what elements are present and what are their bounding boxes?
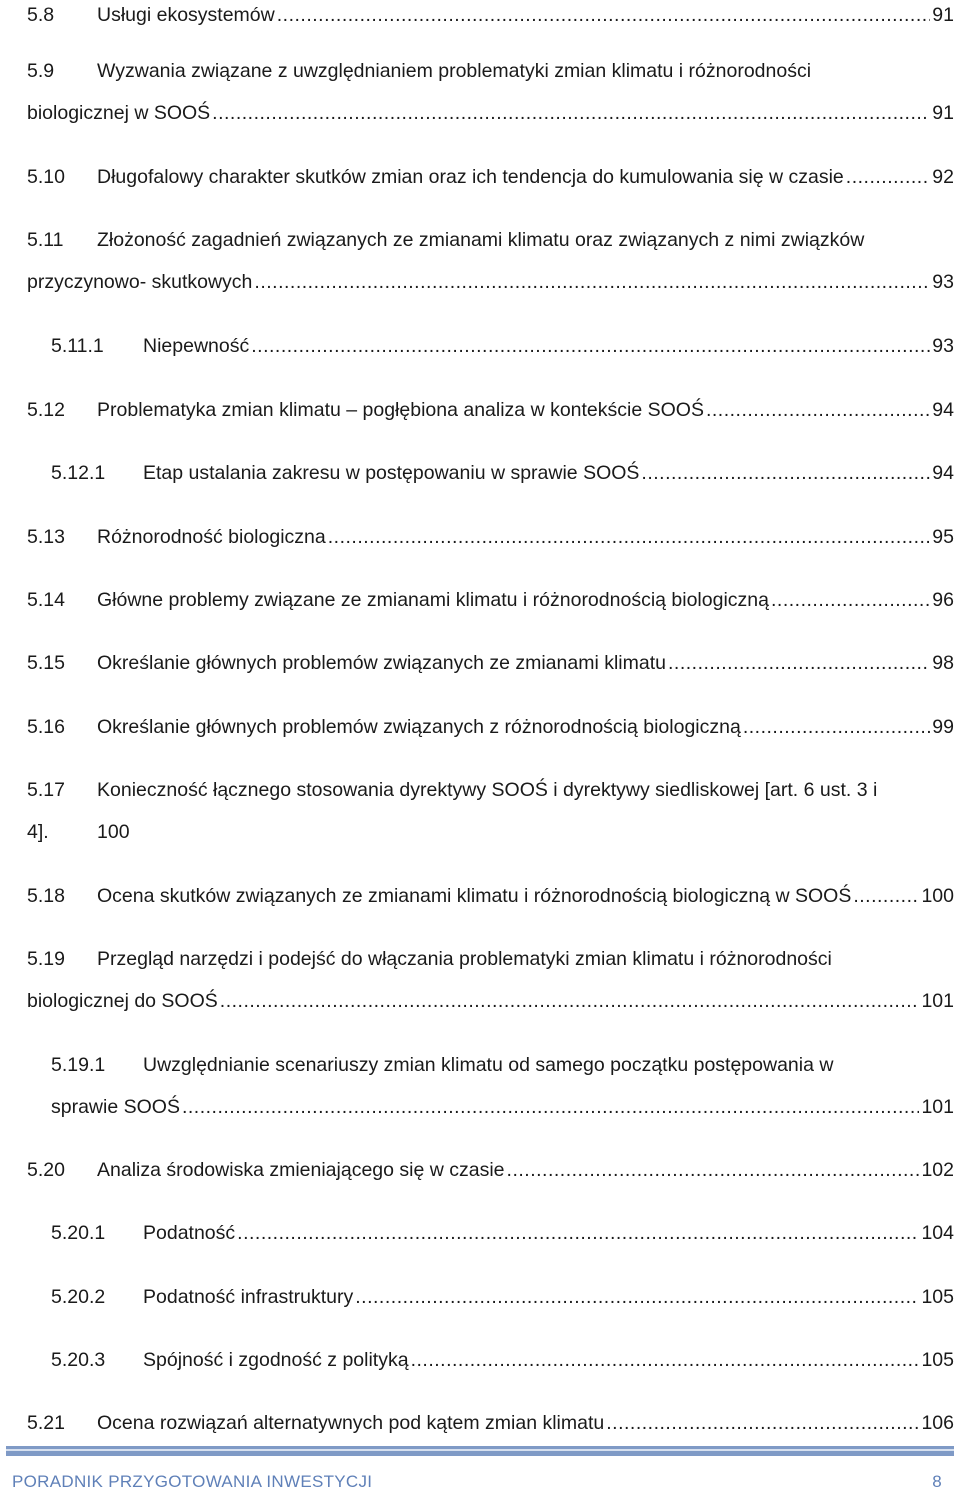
- toc-entry-5-12[interactable]: [27, 395, 954, 425]
- toc-entry-5-19[interactable]: [27, 944, 954, 974]
- toc-entry-5-13[interactable]: [27, 522, 954, 552]
- toc-entry-number: 5.19.1: [51, 1054, 106, 1076]
- toc-entry-number: 5.18: [27, 885, 65, 907]
- toc-entry-5-14[interactable]: [27, 585, 954, 615]
- dot-leader: [237, 1218, 919, 1248]
- toc-entry-5-20-2[interactable]: [51, 1282, 954, 1312]
- toc-entry-number: 5.16: [27, 716, 65, 738]
- toc-entry-number: 5.10: [27, 166, 65, 188]
- toc-entry-page: 100: [921, 885, 954, 907]
- toc-entry-5-16[interactable]: [27, 712, 954, 742]
- toc-entry-title: Podatność: [143, 1222, 236, 1244]
- toc-entry-title: Ocena rozwiązań alternatywnych pod kątem zmian klimatu: [97, 1412, 605, 1434]
- toc-entry-number: 5.15: [27, 652, 65, 674]
- dot-leader: [853, 881, 919, 911]
- dot-leader: [706, 395, 930, 425]
- page-footer: [12, 1472, 942, 1496]
- dot-leader: [668, 648, 930, 678]
- toc-entry-page: 102: [921, 1159, 954, 1181]
- footer-divider: [6, 1446, 954, 1456]
- toc-entry-page: 91: [932, 4, 954, 26]
- toc-entry-page: 104: [921, 1222, 954, 1244]
- toc-entry-number: 5.17: [27, 779, 65, 801]
- toc-entry-title: Długofalowy charakter skutków zmian oraz ich tendencja do kumulowania się w czasie: [97, 166, 844, 188]
- toc-entry-page: 94: [932, 462, 954, 484]
- toc-entry-title: Analiza środowiska zmieniającego się w czasie: [97, 1159, 505, 1181]
- toc-entry-page: 101: [921, 1096, 954, 1118]
- toc-entry-title: Złożoność zagadnień związanych ze zmianami klimatu oraz związanych z nimi związków: [97, 229, 865, 251]
- toc-entry-5-9-continued[interactable]: [27, 98, 954, 128]
- dot-leader: [771, 585, 930, 615]
- toc-entry-title: Różnorodność biologiczna: [97, 526, 326, 548]
- toc-entry-title: Etap ustalania zakresu w postępowaniu w sprawie SOOŚ: [143, 462, 640, 484]
- toc-entry-title: Niepewność: [143, 335, 250, 357]
- toc-entry-5-20[interactable]: [27, 1155, 954, 1185]
- toc-entry-page: 94: [932, 399, 954, 421]
- toc-entry-number: 5.20.1: [51, 1222, 106, 1244]
- footer-title: PORADNIK PRZYGOTOWANIA INWESTYCJI: [12, 1472, 373, 1491]
- toc-entry-page: 105: [921, 1286, 954, 1308]
- toc-entry-5-17-continued[interactable]: [27, 817, 954, 847]
- toc-entry-number: 5.19: [27, 948, 65, 970]
- toc-entry-5-17[interactable]: [27, 775, 954, 805]
- toc-entry-5-20-3[interactable]: [51, 1345, 954, 1375]
- toc-entry-title: Wyzwania związane z uwzględnianiem problematyki zmian klimatu i różnorodności: [97, 60, 812, 82]
- dot-leader: [251, 331, 930, 361]
- toc-entry-page: 101: [921, 990, 954, 1012]
- dot-leader: [212, 98, 930, 128]
- toc-entry-title-continued: sprawie SOOŚ: [51, 1096, 180, 1118]
- toc-entry-5-11-continued[interactable]: [27, 267, 954, 297]
- toc-entry-page: 93: [932, 271, 954, 293]
- toc-entry-5-19-1[interactable]: [51, 1050, 954, 1080]
- dot-leader: [277, 0, 931, 30]
- toc-entry-title: Usługi ekosystemów: [97, 4, 275, 26]
- toc-entry-number: 5.14: [27, 589, 65, 611]
- toc-entry-number: 5.11.1: [51, 335, 104, 357]
- toc-entry-title: Podatność infrastruktury: [143, 1286, 354, 1308]
- dot-leader: [507, 1155, 920, 1185]
- dot-leader: [328, 522, 931, 552]
- dot-leader: [846, 162, 931, 192]
- toc-entry-page: 92: [932, 166, 954, 188]
- dot-leader: [743, 712, 930, 742]
- toc-entry-page: 105: [921, 1349, 954, 1371]
- toc-entry-number: 5.12.1: [51, 462, 106, 484]
- toc-entry-title: Ocena skutków związanych ze zmianami klimatu i różnorodnością biologiczną w SOOŚ: [97, 885, 852, 907]
- dot-leader: [355, 1282, 919, 1312]
- toc-entry-title: Określanie głównych problemów związanych z różnorodnością biologiczną: [97, 716, 741, 738]
- toc-entry-5-10[interactable]: [27, 162, 954, 192]
- toc-entry-5-11[interactable]: [27, 225, 954, 255]
- toc-entry-number: 5.11: [27, 229, 64, 251]
- dot-leader: [254, 267, 930, 297]
- toc-entry-page: 100: [97, 821, 130, 843]
- dot-leader: [182, 1092, 919, 1122]
- toc-entry-number: 5.20: [27, 1159, 65, 1181]
- toc-entry-title-continued: biologicznej w SOOŚ: [27, 102, 211, 124]
- toc-entry-title: Uwzględnianie scenariuszy zmian klimatu od samego początku postępowania w: [143, 1054, 834, 1076]
- toc-entry-5-12-1[interactable]: [51, 458, 954, 488]
- toc-entry-number: 5.13: [27, 526, 65, 548]
- toc-entry-title: Konieczność łącznego stosowania dyrektywy SOOŚ i dyrektywy siedliskowej [art. 6 ust. 3 i: [97, 779, 878, 801]
- dot-leader: [220, 986, 920, 1016]
- toc-entry-page: 98: [932, 652, 954, 674]
- toc-entry-5-8[interactable]: [27, 0, 954, 30]
- toc-entry-5-19-1-continued[interactable]: [51, 1092, 954, 1122]
- toc-entry-5-20-1[interactable]: [51, 1218, 954, 1248]
- toc-entry-5-19-continued[interactable]: [27, 986, 954, 1016]
- toc-entry-page: 96: [932, 589, 954, 611]
- toc-entry-title-continued: biologicznej do SOOŚ: [27, 990, 218, 1012]
- toc-entry-5-11-1[interactable]: [51, 331, 954, 361]
- toc-entry-number: 5.20.2: [51, 1286, 106, 1308]
- dot-leader: [606, 1408, 919, 1438]
- dot-leader: [411, 1345, 920, 1375]
- toc-entry-title-continued: 4].: [27, 821, 49, 843]
- toc-entry-number: 5.9: [27, 60, 55, 82]
- toc-entry-title: Spójność i zgodność z polityką: [143, 1349, 409, 1371]
- footer-page-number: 8: [932, 1472, 942, 1491]
- toc-entry-page: 93: [932, 335, 954, 357]
- toc-entry-title: Problematyka zmian klimatu – pogłębiona analiza w kontekście SOOŚ: [97, 399, 704, 421]
- toc-entry-5-18[interactable]: [27, 881, 954, 911]
- toc-entry-title: Określanie głównych problemów związanych ze zmianami klimatu: [97, 652, 666, 674]
- toc-entry-5-9[interactable]: [27, 56, 954, 86]
- toc-entry-page: 95: [932, 526, 954, 548]
- toc-entry-number: 5.21: [27, 1412, 65, 1434]
- toc-entry-page: 106: [921, 1412, 954, 1434]
- toc-entry-title-continued: przyczynowo- skutkowych: [27, 271, 253, 293]
- toc-entry-page: 91: [932, 102, 954, 124]
- toc-entry-5-21[interactable]: [27, 1408, 954, 1438]
- toc-entry-title: Przegląd narzędzi i podejść do włączania problematyki zmian klimatu i różnorodności: [97, 948, 832, 970]
- toc-entry-page: 99: [932, 716, 954, 738]
- dot-leader: [641, 458, 930, 488]
- toc-entry-number: 5.8: [27, 4, 55, 26]
- toc-entry-number: 5.20.3: [51, 1349, 106, 1371]
- toc-entry-title: Główne problemy związane ze zmianami klimatu i różnorodnością biologiczną: [97, 589, 769, 611]
- toc-entry-number: 5.12: [27, 399, 65, 421]
- toc-entry-5-15[interactable]: [27, 648, 954, 678]
